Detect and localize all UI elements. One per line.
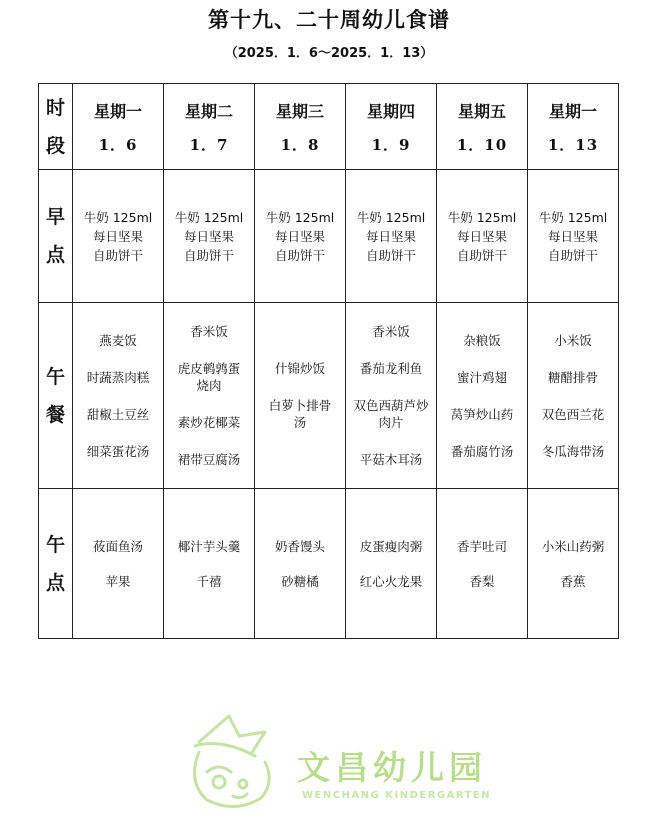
menu-cell: 香米饭 虎皮鹌鹑蛋 烧肉 素炒花椰菜 裙带豆腐汤: [164, 303, 255, 489]
menu-table: [38, 83, 619, 639]
snack-label: 午 点: [39, 489, 73, 639]
menu-cell: 香米饭 番茄龙利鱼 双色西葫芦炒 肉片 平菇木耳汤: [346, 303, 437, 489]
menu-cell: 牛奶 125ml 每日坚果 自助饼干: [255, 170, 346, 303]
day-header: 星期三 1．8: [255, 84, 346, 170]
menu-cell: 牛奶 125ml 每日坚果 自助饼干: [528, 170, 619, 303]
day-header: 星期一 1．13: [528, 84, 619, 170]
lunch-label: 午 餐: [39, 303, 73, 489]
breakfast-label: 早 点: [39, 170, 73, 303]
menu-cell: 奶香馒头 砂糖橘: [255, 489, 346, 639]
logo-name: 文昌幼儿园: [297, 748, 487, 787]
menu-cell: 牛奶 125ml 每日坚果 自助饼干: [346, 170, 437, 303]
logo-english: WENCHANG KINDERGARTEN: [302, 790, 492, 801]
menu-cell: 牛奶 125ml 每日坚果 自助饼干: [164, 170, 255, 303]
day-header: 星期二 1．7: [164, 84, 255, 170]
date-range: （2025．1．6～2025．1．13）: [224, 46, 434, 61]
page-title: 第十九、二十周幼儿食谱: [208, 8, 450, 32]
header-row: [39, 84, 619, 170]
day-header: 星期五 1．10: [437, 84, 528, 170]
snack-row: [39, 489, 619, 639]
menu-cell: 什锦炒饭 白萝卜排骨 汤: [255, 303, 346, 489]
period-header: 时 段: [39, 84, 73, 170]
day-header: 星期四 1．9: [346, 84, 437, 170]
menu-cell: 小米山药粥 香蕉: [528, 489, 619, 639]
breakfast-row: [39, 170, 619, 303]
day-header: 星期一 1．6: [73, 84, 164, 170]
menu-cell: 燕麦饭 时蔬蒸肉糕 甜椒土豆丝 细菜蛋花汤: [73, 303, 164, 489]
menu-cell: 皮蛋瘦肉粥 红心火龙果: [346, 489, 437, 639]
menu-cell: 牛奶 125ml 每日坚果 自助饼干: [437, 170, 528, 303]
menu-cell: 小米饭 糖醋排骨 双色西兰花 冬瓜海带汤: [528, 303, 619, 489]
menu-cell: 杂粮饭 蜜汁鸡翅 莴笋炒山药 番茄腐竹汤: [437, 303, 528, 489]
menu-cell: 牛奶 125ml 每日坚果 自助饼干: [73, 170, 164, 303]
lunch-row: [39, 303, 619, 489]
menu-cell: 莜面鱼汤 苹果: [73, 489, 164, 639]
menu-cell: 香芋吐司 香梨: [437, 489, 528, 639]
menu-cell: 椰汁芋头羹 千禧: [164, 489, 255, 639]
